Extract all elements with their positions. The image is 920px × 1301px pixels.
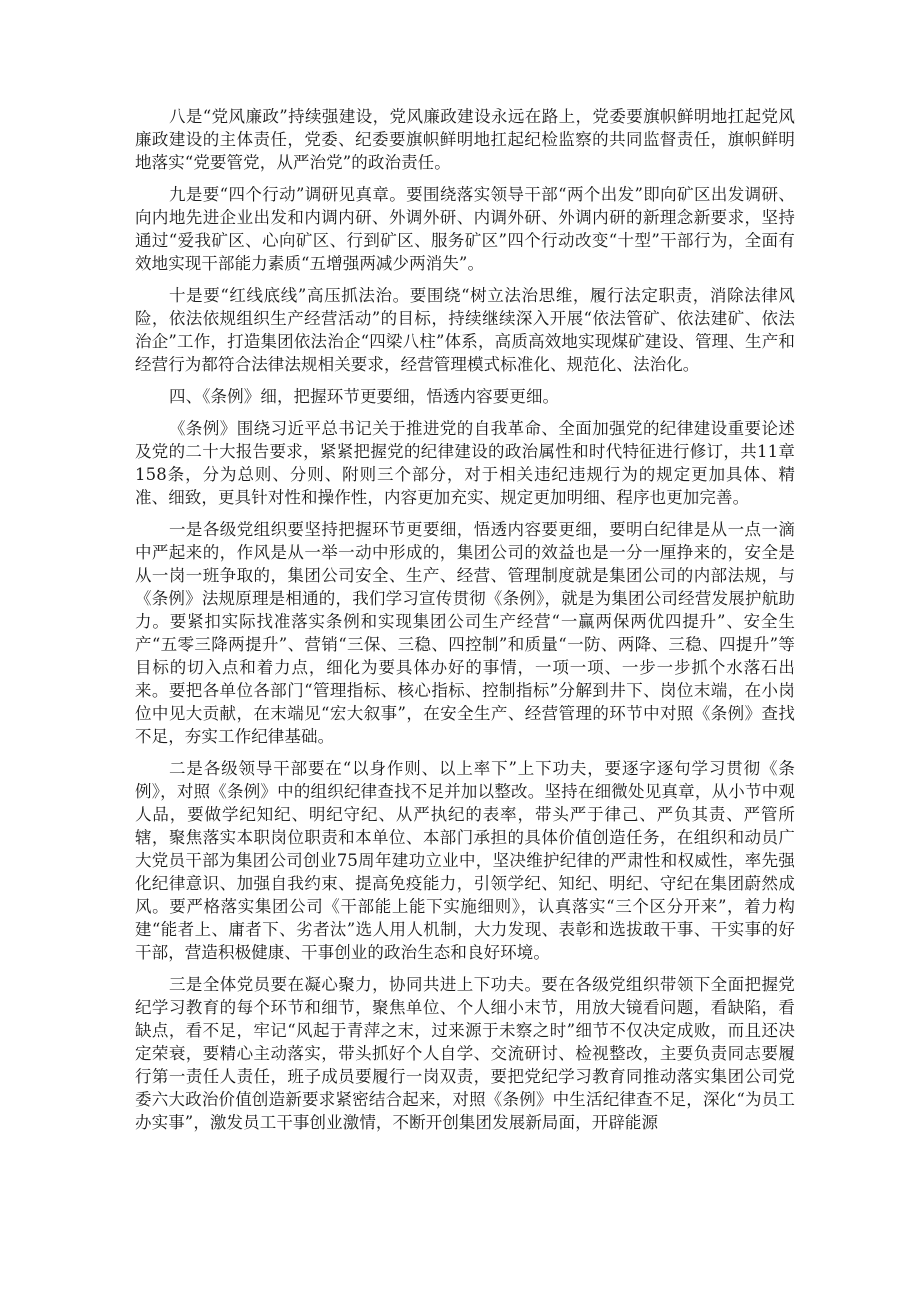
paragraph-point-two: 二是各级领导干部要在“以身作则、以上率下”上下功夫，要逐字逐句学习贯彻《条例》，对照《条例》中的组织纪律查找不足并加以整改。坚持在细微处见真章，从小节中观人品，要做学纪知纪、明纪守纪、从严执纪的表率，带头严于律己、严负其责、严管所辖，聚焦落实本职岗位职责和本单位、本部门承担的具体价值创造任务，在组织和动员广大党员干部为集团公司创业75周年建功立业中，坚决维护纪律的严肃性和权威性，率先强化纪律意识、加强自我约束、提高免疫能力，引领学纪、知纪、明纪、守纪在集团蔚然成风。要严格落实集团公司《干部能上能下实施细则》，认真落实“三个区分开来”，着力构建“能者上、庸者下、劣者汰”选人用人机制，大力发现、表彰和选拔敢干事、干实事的好干部，营造积极健康、干事创业的政治生态和良好环境。 — [135, 759, 795, 962]
paragraph-regulations: 《条例》围绕习近平总书记关于推进党的自我革命、全面加强党的纪律建设重要论述及党的二十大报告要求，紧紧把握党的纪律建设的政治属性和时代特征进行修订，共11章158条，分为总则、分则、附则三个部分，对于相关违纪违规行为的规定更加具体、精准、细致，更具针对性和操作性，内容更加充实、规定更加明细、程序也更加完善。 — [135, 419, 795, 507]
document-page — [135, 105, 795, 1143]
paragraph-red-line: 十是要“红线底线”高压抓法治。要围绕“树立法治思维，履行法定职责，消除法律风险，依法依规组织生产经营活动”的目标，持续继续深入开展“依法管矿、依法建矿、依法治企”工作，打造集团依法治企“四梁八柱”体系，高质高效地实现煤矿建设、管理、生产和经营行为都符合法律法规相关要求，经营管理模式标准化、规范化、法治化。 — [135, 286, 795, 374]
section-heading-four: 四、《条例》细，把握环节更要细，悟透内容要更细。 — [169, 387, 560, 406]
paragraph-point-three: 三是全体党员要在凝心聚力，协同共进上下功夫。要在各级党组织带领下全面把握党纪学习教育的每个环节和细节，聚焦单位、个人细小末节，用放大镜看问题，看缺陷，看缺点，看不足，牢记“风起于青萍之末，过来源于未察之时”细节不仅决定成败，而且还决定荣衰，要精心主动落实，带头抓好个人自学、交流研讨、检视整改，主要负责同志要履行第一责任人责任，班子成员要履行一岗双责，要把党纪学习教育同推动落实集团公司党委六大政治价值创造新要求紧密结合起来，对照《条例》中生活纪律查不足，深化“为员工办实事”，激发员工干事创业激情，不断开创集团发展新局面，开辟能源 — [135, 975, 795, 1132]
paragraph-point-one: 一是各级党组织要坚持把握环节更要细，悟透内容要更细，要明白纪律是从一点一滴中严起来的，作风是从一举一动中形成的，集团公司的效益也是一分一厘挣来的，安全是从一岗一班争取的，集团公司安全、生产、经营、管理制度就是集团公司的内部法规，与《条例》法规原理是相通的，我们学习宣传贯彻《条例》，就是为集团公司经营发展护航助力。要紧扣实际找准落实条例和实现集团公司生产经营“一赢两保两优四提升”、安全生产“五零三降两提升”、营销“三保、三稳、四控制”和质量“一防、两降、三稳、四提升”等目标的切入点和着力点，细化为要具体办好的事情，一项一项、一步一步抓个水落石出来。要把各单位各部门“管理指标、核心指标、控制指标”分解到井下、岗位末端，在小岗位中见大贡献，在末端见“宏大叙事”，在安全生产、经营管理的环节中对照《条例》查找不足，夯实工作纪律基础。 — [135, 520, 795, 746]
paragraph-party-conduct: 八是“党风廉政”持续强建设，党风廉政建设永远在路上，党委要旗帜鲜明地扛起党风廉政建设的主体责任，党委、纪委要旗帜鲜明地扛起纪检监察的共同监督责任，旗帜鲜明地落实“党要管党，从严治党”的政治责任。 — [135, 107, 795, 172]
paragraph-four-actions: 九是要“四个行动”调研见真章。要围绕落实领导干部“两个出发”即向矿区出发调研、向内地先进企业出发和内调内研、外调外研、内调外研、外调内研的新理念新要求，坚持通过“爱我矿区、心向矿区、行到矿区、服务矿区”四个行动改变“十型”干部行为，全面有效地实现干部能力素质“五增强两减少两消失”。 — [135, 185, 795, 273]
